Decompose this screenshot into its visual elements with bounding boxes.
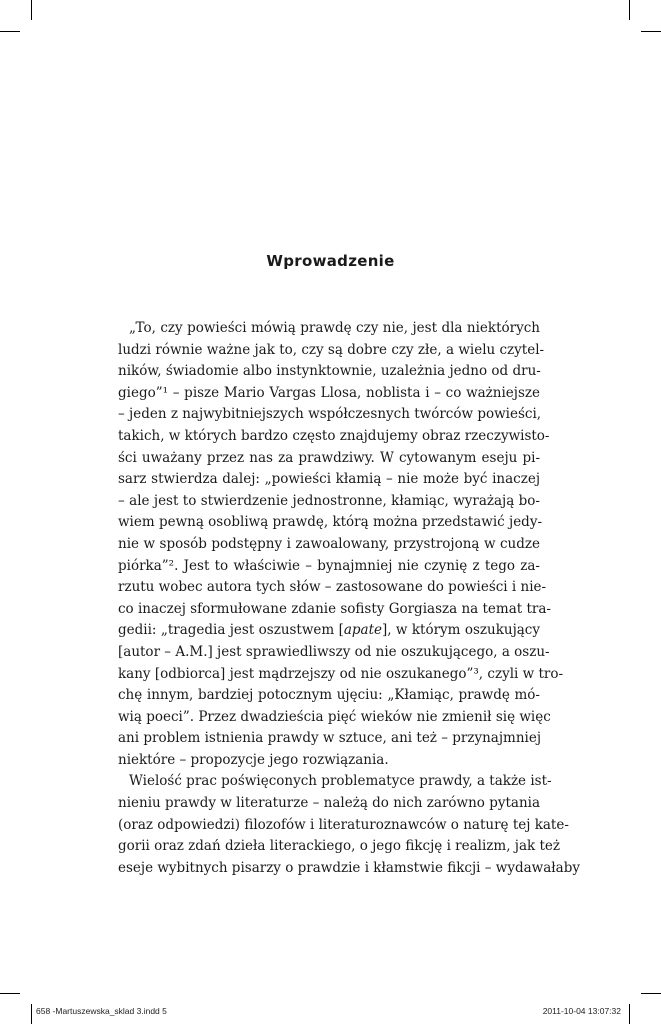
crop-mark-bottom-left: [31, 1004, 32, 1024]
text-line: – jeden z najwybitniejszych współczesnych twórców powieści,: [118, 406, 542, 423]
crop-mark-top-left: [31, 0, 32, 20]
text-line: nie w sposób podstępny i zawoalowany, przystrojoną w cudze: [118, 535, 540, 552]
crop-mark-top-left-h: [0, 31, 20, 32]
text-line: sarz stwierdza dalej: „powieści kłamią – nie może być inaczej: [118, 471, 540, 488]
text-line: co inaczej sformułowane zdanie sofisty Gorgiasza na temat tra-: [118, 600, 551, 617]
text-line: eseje wybitnych pisarzy o prawdzie i kłamstwie fikcji – wydawałaby: [118, 859, 580, 876]
text-line: rzutu wobec autora tych słów – zastosowane do powieści i nie-: [118, 579, 547, 596]
text-line: wią poeci”. Przez dwadzieścia pięć wieków nie zmienił się więc: [118, 708, 551, 725]
crop-mark-top-right: [629, 0, 630, 20]
text-line: ani problem istnienia prawdy w sztuce, ani też – przynajmniej: [118, 730, 542, 747]
text-line: kany [odbiorca] jest mądrzejszy od nie oszukanego”³, czyli w tro-: [118, 665, 564, 682]
text-line: niektóre – propozycje jego rozwiązania.: [118, 751, 389, 768]
text-line: ników, świadomie albo instynktownie, uzależnia jedno od dru-: [118, 363, 541, 380]
text-line: [autor – A.M.] jest sprawiedliwszy od nie oszukującego, a oszu-: [118, 643, 550, 660]
crop-mark-bottom-right: [629, 1004, 630, 1024]
text-line: (oraz odpowiedzi) filozofów i literaturoznawców o naturę tej kate-: [118, 816, 569, 833]
text-line: giego”¹ – pisze Mario Vargas Llosa, noblista i – co ważniejsze: [118, 384, 540, 401]
slug-filename: 658 -Martuszewska_sklad 3.indd 5: [36, 1006, 167, 1016]
text-line: takich, w których bardzo często znajdujemy obraz rzeczywisto-: [118, 427, 550, 444]
italic-term: apate: [343, 622, 382, 639]
text-line: ludzi równie ważne jak to, czy są dobre czy złe, a wielu czytel-: [118, 341, 545, 358]
slug-datetime: 2011-10-04 13:07:32: [542, 1006, 621, 1016]
chapter-title: Wprowadzenie: [266, 252, 395, 270]
crop-mark-bottom-left-h: [0, 993, 20, 994]
text-line: „To, czy powieści mówią prawdę czy nie, jest dla niektórych: [129, 320, 540, 336]
text-line: piórka”². Jest to właściwie – bynajmniej nie czynię z tego za-: [118, 557, 540, 574]
crop-mark-bottom-right-h: [641, 993, 661, 994]
text-line: ści uważany przez nas za prawdziwy. W cytowanym eseju pi-: [118, 449, 540, 466]
text-line: gedii: „tragedia jest oszustwem [apate], w którym oszukujący: [118, 622, 540, 639]
text-line: nieniu prawdy w literaturze – należą do nich zarówno pytania: [118, 795, 541, 812]
body-text: [118, 318, 580, 879]
text-line: gorii oraz zdań dzieła literackiego, o jego fikcję i realizm, jak też: [118, 838, 561, 855]
text-line: – ale jest to stwierdzenie jednostronne, kłamiąc, wyrażają bo-: [118, 492, 540, 509]
text-line: Wielość prac poświęconych problematyce prawdy, a także ist-: [129, 773, 552, 790]
text-line: chę innym, bardziej potocznym ujęciu: „Kłamiąc, prawdę mó-: [118, 687, 540, 704]
text-line: wiem pewną osobliwą prawdę, którą można przedstawić jedy-: [118, 514, 543, 531]
crop-mark-top-right-h: [641, 31, 661, 32]
